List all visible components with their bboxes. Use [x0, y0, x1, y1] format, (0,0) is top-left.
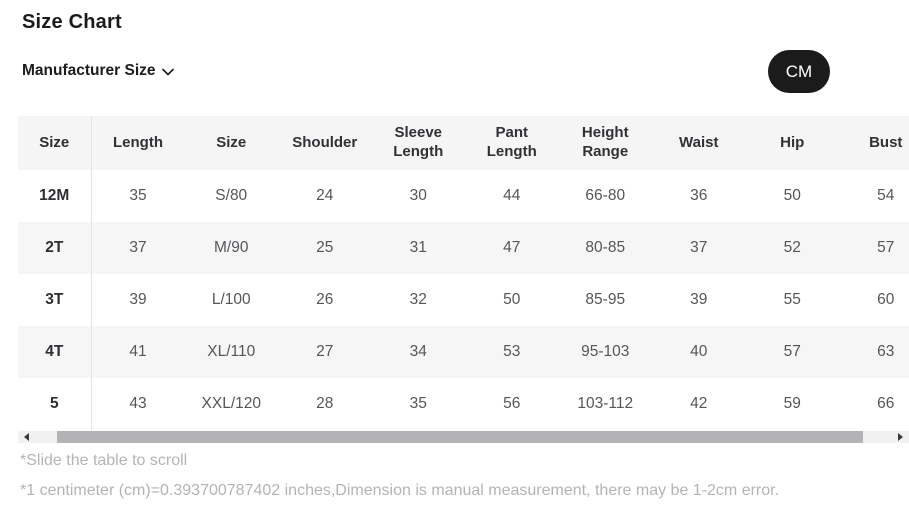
row-header-cell: 2T: [18, 222, 91, 274]
table-cell: M/90: [185, 222, 279, 274]
column-header-size-2: Size: [185, 116, 279, 170]
row-header-cell: 4T: [18, 326, 91, 378]
table-cell: L/100: [211, 291, 251, 308]
column-header-hip-8: Hip: [746, 116, 840, 170]
table-cell: 66-80: [585, 187, 626, 204]
table-cell: 24: [316, 187, 334, 204]
table-cell: XL/110: [185, 326, 279, 378]
table-cell: 63: [839, 326, 909, 378]
table-cell: 37: [91, 222, 185, 274]
table-cell: 25: [278, 222, 372, 274]
manufacturer-size-dropdown[interactable]: [22, 62, 174, 80]
column-header-pant-length-5: Pant Length: [465, 116, 559, 170]
column-header-waist-7: Waist: [652, 116, 746, 170]
table-cell: 103-112: [577, 395, 634, 412]
table-cell: 44: [503, 187, 521, 204]
table-cell: 50: [503, 291, 521, 308]
page-title: Size Chart: [22, 11, 122, 33]
table-cell: 37: [652, 222, 746, 274]
slide-note: *Slide the table to scroll: [20, 452, 188, 469]
table-cell: 31: [372, 222, 466, 274]
table-header-row: [18, 116, 909, 170]
horizontal-scrollbar[interactable]: [18, 431, 909, 443]
chevron-down-icon: [162, 66, 174, 76]
column-header-size: Size: [18, 116, 91, 170]
size-table: [18, 116, 909, 430]
column-header-length-1: Length: [91, 116, 185, 170]
table-cell: 54: [877, 187, 895, 204]
size-table-container[interactable]: [18, 116, 909, 430]
table-cell: XXL/120: [201, 395, 261, 412]
column-header-bust-9: Bust: [839, 116, 909, 170]
table-row-4t: [18, 326, 909, 378]
table-cell: 42: [690, 395, 708, 412]
table-cell: 80-85: [559, 222, 653, 274]
table-row-12m: [18, 170, 909, 222]
table-cell: 39: [129, 291, 147, 308]
unit-toggle-button[interactable]: CM: [768, 50, 830, 93]
column-header-sleeve-length-4: Sleeve Length: [372, 116, 466, 170]
scroll-right-arrow-icon: [898, 433, 903, 441]
table-cell: 39: [690, 291, 708, 308]
row-header-cell: 12M: [18, 170, 91, 222]
scroll-left-button[interactable]: [18, 431, 35, 443]
table-cell: 32: [409, 291, 427, 308]
scroll-left-arrow-icon: [24, 433, 29, 441]
table-cell: 66: [877, 395, 895, 412]
table-cell: 57: [746, 326, 840, 378]
scroll-right-button[interactable]: [892, 431, 909, 443]
table-row-3t: [18, 274, 909, 326]
table-cell: 47: [465, 222, 559, 274]
table-cell: 59: [783, 395, 801, 412]
table-cell: 34: [372, 326, 466, 378]
table-cell: 55: [783, 291, 801, 308]
table-cell: 85-95: [585, 291, 626, 308]
table-cell: 43: [129, 395, 147, 412]
table-cell: S/80: [215, 187, 248, 204]
column-header-height-range-6: Height Range: [559, 116, 653, 170]
table-row-2t: [18, 222, 909, 274]
table-cell: 53: [465, 326, 559, 378]
table-cell: 36: [690, 187, 708, 204]
table-cell: 56: [503, 395, 521, 412]
table-cell: 52: [746, 222, 840, 274]
table-cell: 27: [278, 326, 372, 378]
manufacturer-size-label: Manufacturer Size: [22, 62, 156, 79]
table-cell: 30: [409, 187, 427, 204]
table-cell: 41: [91, 326, 185, 378]
conversion-note: *1 centimeter (cm)=0.393700787402 inches,Dimension is manual measurement, there may be 1-2cm error.: [20, 482, 780, 499]
table-cell: 35: [409, 395, 427, 412]
table-cell: 95-103: [559, 326, 653, 378]
table-cell: 40: [652, 326, 746, 378]
row-header-cell: 3T: [18, 274, 91, 326]
table-cell: 57: [839, 222, 909, 274]
table-cell: 28: [316, 395, 334, 412]
table-cell: 26: [316, 291, 334, 308]
row-header-cell: 5: [18, 378, 91, 430]
scrollbar-thumb[interactable]: [57, 431, 863, 443]
table-cell: 50: [783, 187, 801, 204]
column-header-shoulder-3: Shoulder: [278, 116, 372, 170]
table-cell: 60: [877, 291, 895, 308]
table-cell: 35: [129, 187, 147, 204]
table-row-5: [18, 378, 909, 430]
